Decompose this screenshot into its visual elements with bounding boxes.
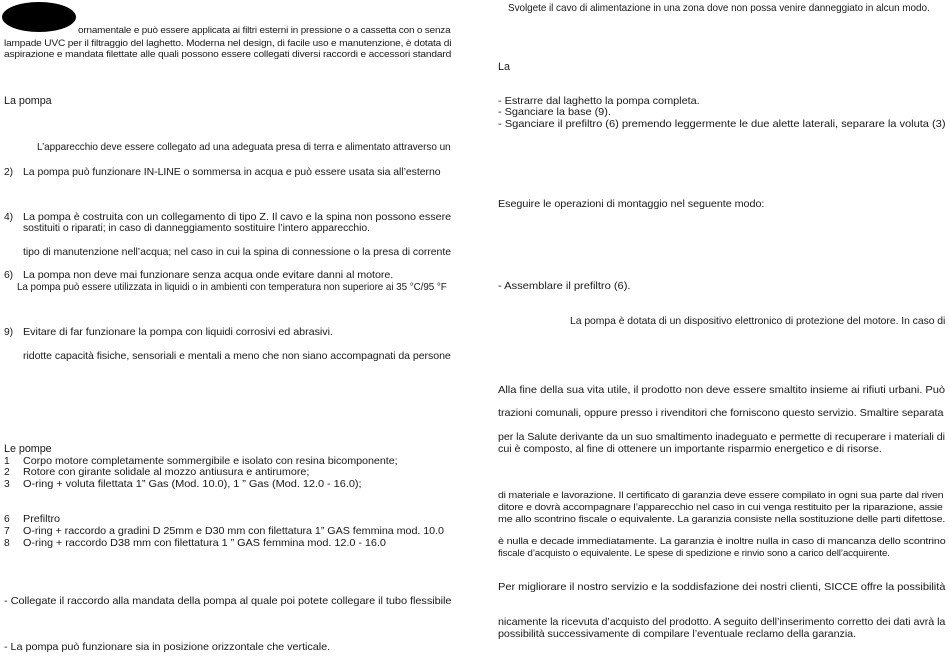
- warranty-line-1: di materiale e lavorazione. Il certificato di garanzia deve essere compilato in ogni sua parte dal riven: [498, 490, 944, 501]
- step-release-base: - Sganciare la base (9).: [498, 107, 611, 118]
- warranty-line-4: è nulla e decade immediatamente. La garanzia è inoltre nulla in caso di mancanza dello scontrino: [498, 536, 946, 547]
- warning-9-number: 9): [4, 327, 14, 338]
- step-release-prefilter: - Sganciare il prefiltro (6) premendo leggermente le due alette laterali, separare la voluta (3): [498, 119, 946, 130]
- warning-temperature: La pompa può essere utilizzata in liquidi o in ambienti con temperatura non superiore ai 35 °C/95 °F: [17, 282, 447, 293]
- heading-la-pompa: La pompa: [4, 95, 52, 107]
- service-line-1: Per migliorare il nostro servizio e la soddisfazione dei nostri clienti, SICCE offre la possibilità: [498, 582, 946, 593]
- part-3-text: O-ring + voluta filettata 1” Gas (Mod. 10.0), 1 ” Gas (Mod. 12.0 - 16.0);: [23, 479, 362, 490]
- heading-la: La: [498, 61, 510, 73]
- part-1-number: 1: [4, 456, 10, 467]
- part-8-number: 8: [4, 538, 10, 549]
- part-1-text: Corpo motore completamente sommergibile e isolato con resina bicomponente;: [23, 456, 398, 467]
- part-3-number: 3: [4, 479, 10, 490]
- warning-6-text: La pompa non deve mai funzionare senza acqua onde evitare danni al motore.: [23, 270, 394, 281]
- intro-line-2: lampade UVC per il filtraggio del laghetto. Moderna nel design, di facile uso e manutenzione, è dotata di: [4, 38, 452, 49]
- assembly-intro: Eseguire le operazioni di montaggio nel seguente modo:: [498, 199, 765, 210]
- warranty-line-2: ditore e dovrà accompagnare l’apparecchio nel caso in cui venga restituito per la riparazione, assie: [498, 502, 943, 513]
- part-7-number: 7: [4, 526, 10, 537]
- warning-9-text: Evitare di far funzionare la pompa con liquidi corrosivi ed abrasivi.: [23, 327, 333, 338]
- warning-2-number: 2): [4, 167, 14, 178]
- part-6-number: 6: [4, 514, 10, 525]
- disposal-line-4: cui è composto, al fine di ottenere un importante risparmio energetico e di risorse.: [498, 444, 882, 455]
- motor-protection-note: La pompa è dotata di un dispositivo elettronico di protezione del motore. In caso di: [570, 316, 946, 327]
- warning-4-line-1: La pompa è costruita con un collegamento di tipo Z. Il cavo e la spina non possono essere: [23, 212, 452, 223]
- black-oval-badge: [2, 2, 76, 32]
- warning-4-line-2: sostituiti o riparati; in caso di danneggiamento sostituire l’intero apparecchio.: [23, 223, 370, 234]
- position-instruction: - La pompa può funzionare sia in posizione orizzontale che verticale.: [4, 642, 331, 653]
- warning-ground: L’apparecchio deve essere collegato ad una adeguata presa di terra e alimentato attraverso un: [37, 142, 451, 153]
- part-7-text: O-ring + raccordo a gradini D 25mm e D30 mm con filettatura 1” GAS femmina mod. 10.0: [23, 526, 444, 537]
- part-6-text: Prefiltro: [23, 514, 61, 525]
- step-extract: - Estrarre dal laghetto la pompa completa.: [498, 96, 700, 107]
- service-line-3: possibilità successivamente di compilare l’eventuale reclamo della garanzia.: [498, 629, 857, 640]
- service-line-2: nicamente la ricevuta d’acquisto del prodotto. A seguito dell’inserimento corretto dei dati avrà la: [498, 617, 946, 628]
- disposal-line-2: trazioni comunali, oppure presso i rivenditori che forniscono questo servizio. Smaltire separata: [498, 408, 944, 419]
- warning-capacity: ridotte capacità fisiche, sensoriali e mentali a meno che non siano accompagnati da persone: [23, 351, 451, 362]
- connect-instruction: - Collegate il raccordo alla mandata della pompa al quale poi potete collegare il tubo flessibile: [4, 596, 452, 607]
- warranty-line-5: fiscale d’acquisto o equivalente. Le spese di spedizione e rinvio sono a carico dell’acquirente.: [498, 548, 890, 559]
- disposal-line-1: Alla fine della sua vita utile, il prodotto non deve essere smaltito insieme ai rifiuti urbani. Può: [498, 385, 946, 396]
- cable-instruction: Svolgete il cavo di alimentazione in una zona dove non possa venire danneggiato in alcun modo.: [508, 3, 930, 14]
- warning-maintenance: tipo di manutenzione nell’acqua; nel caso in cui la spina di connessione o la presa di corrente: [23, 247, 451, 258]
- warning-4-number: 4): [4, 212, 14, 223]
- warranty-line-3: me allo scontrino fiscale o equivalente. La garanzia consiste nella sostituzione delle parti difettose.: [498, 514, 946, 525]
- heading-le-pompe: Le pompe: [4, 443, 52, 455]
- intro-line-1: ornamentale e può essere applicata ai filtri esterni in pressione o a cassetta con o senza: [78, 25, 451, 36]
- step-assemble-prefilter: - Assemblare il prefiltro (6).: [498, 281, 631, 292]
- part-2-text: Rotore con girante solidale al mozzo antiusura e antirumore;: [23, 467, 310, 478]
- warning-2-text: La pompa può funzionare IN-LINE o sommersa in acqua e può essere usata sia all’esterno: [23, 167, 441, 178]
- part-8-text: O-ring + raccordo D38 mm con filettatura 1 ” GAS femmina mod. 12.0 - 16.0: [23, 538, 386, 549]
- disposal-line-3: per la Salute derivante da un suo smaltimento inadeguato e permette di recuperare i materiali di: [498, 432, 945, 443]
- intro-line-3: aspirazione e mandata filettate alle quali possono essere collegati diversi raccordi e accessori standard: [4, 49, 452, 60]
- part-2-number: 2: [4, 467, 10, 478]
- warning-6-number: 6): [4, 270, 14, 281]
